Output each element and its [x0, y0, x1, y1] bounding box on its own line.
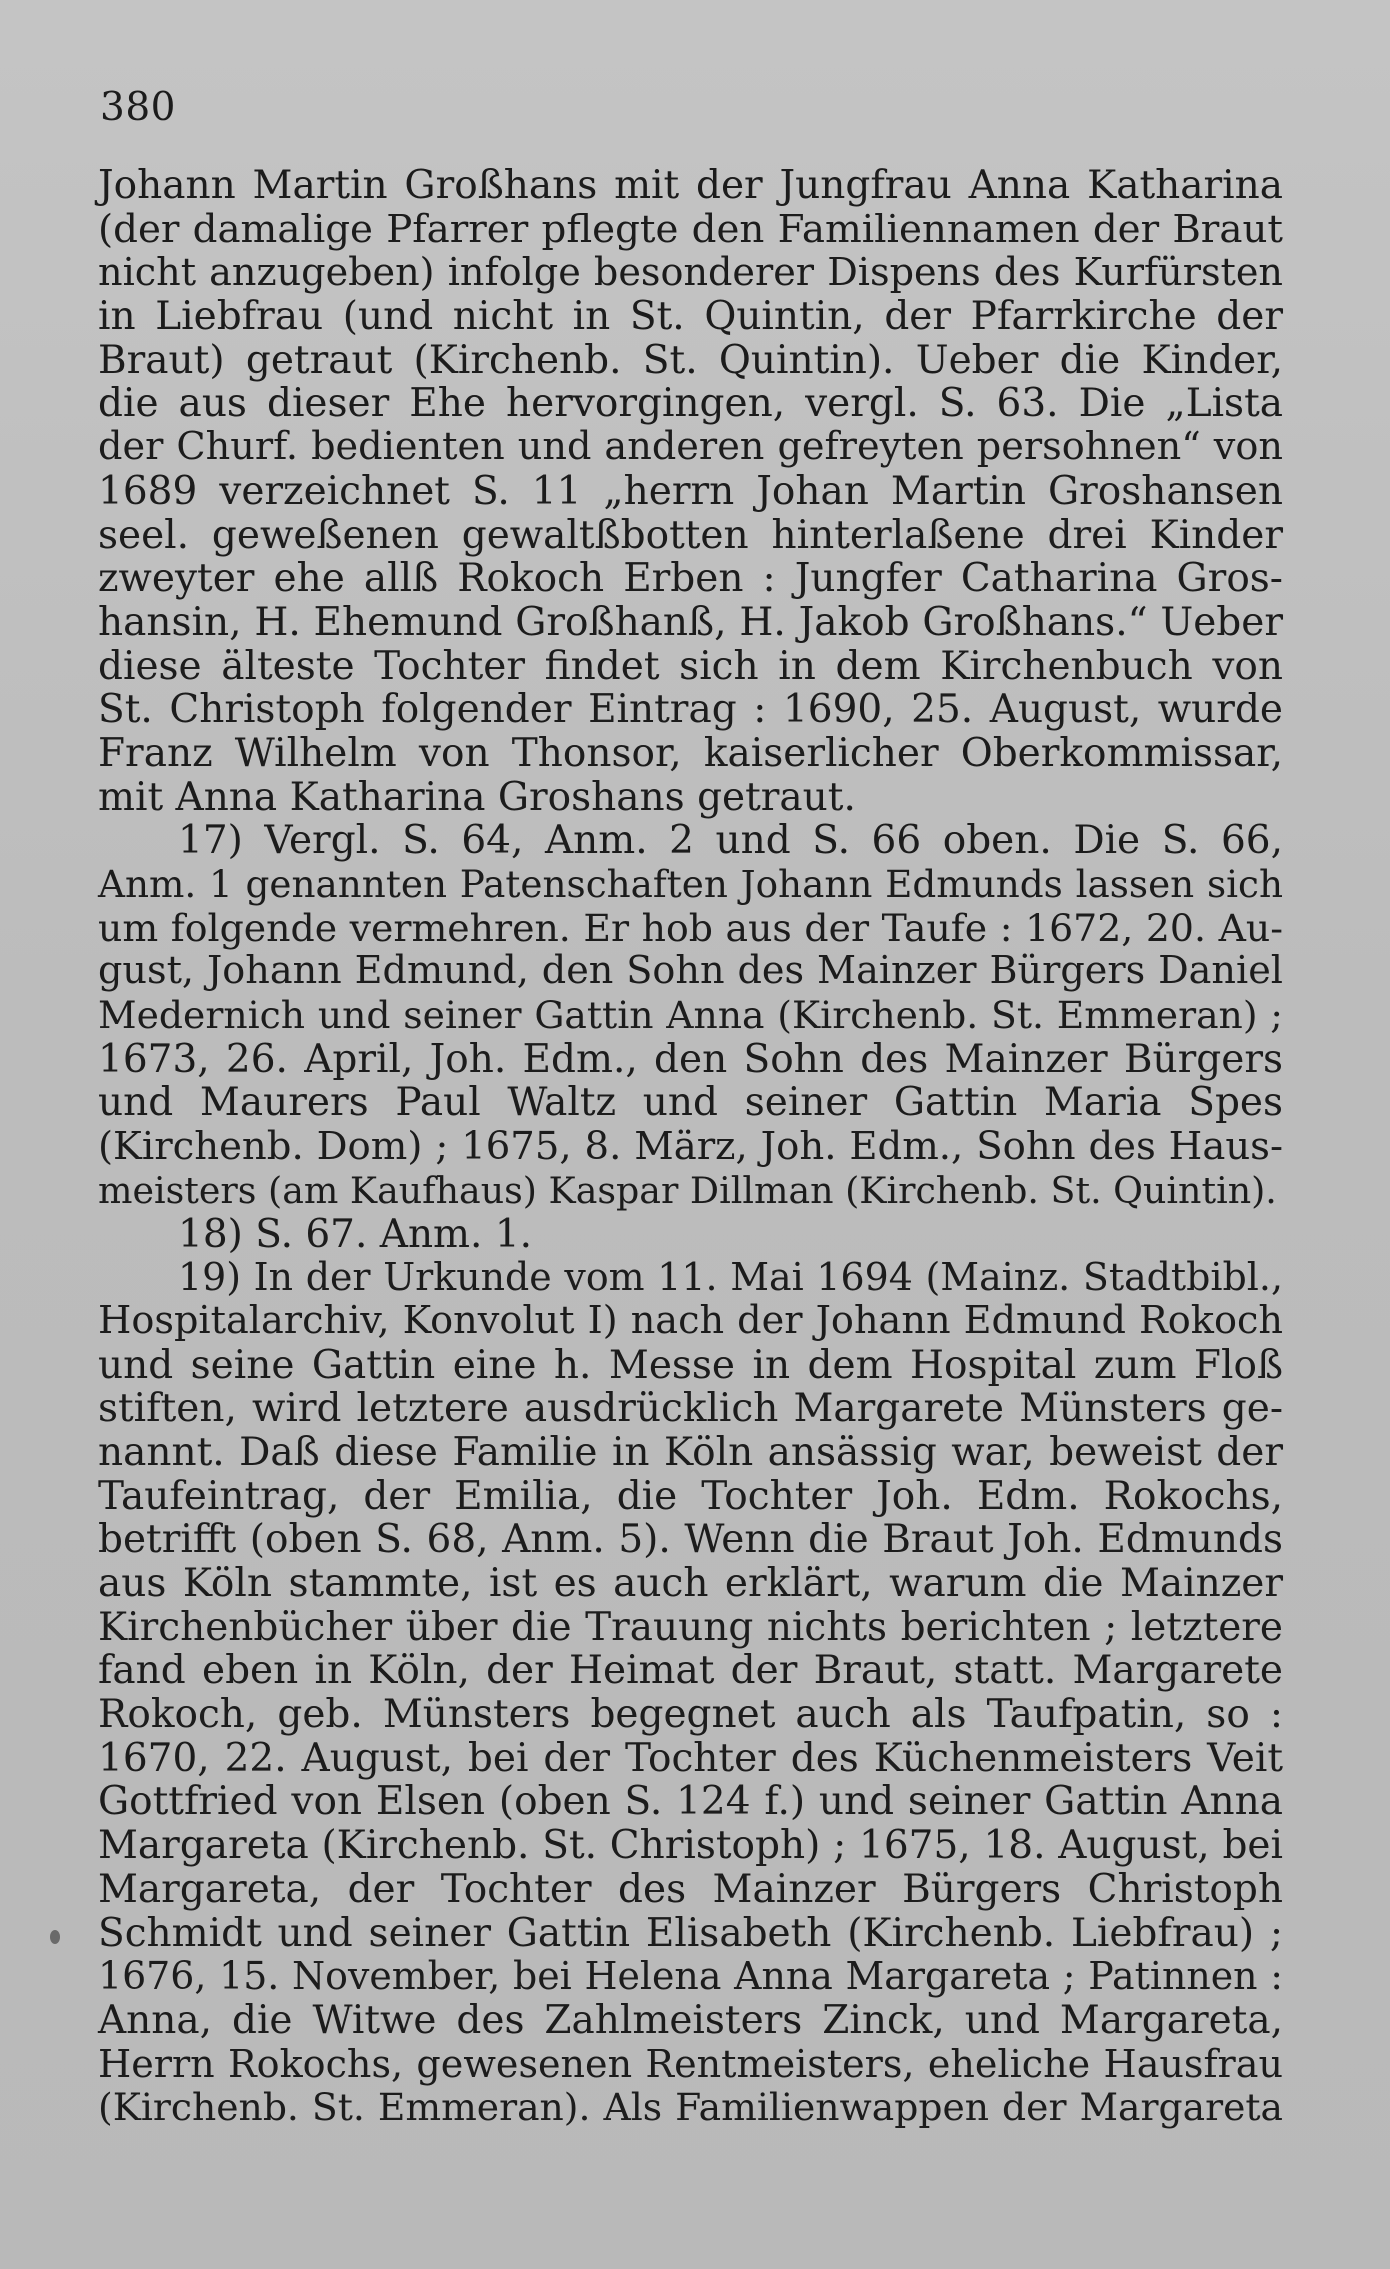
text-line: seel. geweßenen gewaltßbotten hinterlaßene drei Kinder — [98, 512, 1283, 558]
text-line: um folgende vermehren. Er hob aus der Taufe : 1672, 20. Au- — [98, 905, 1283, 950]
text-line: (Kirchenb. Dom) ; 1675, 8. März, Joh. Edm., Sohn des Haus- — [98, 1124, 1283, 1170]
body-text — [98, 164, 1283, 2130]
text-line: betrifft (oben S. 68, Anm. 5). Wenn die Braut Joh. Edmunds — [98, 1517, 1283, 1563]
text-line: 1670, 22. August, bei der Tochter des Küchenmeisters Veit — [98, 1735, 1283, 1781]
text-line: Margareta (Kirchenb. St. Christoph) ; 1675, 18. August, bei — [98, 1823, 1283, 1869]
ink-spot-mark — [50, 1930, 60, 1944]
text-line: in Liebfrau (und nicht in St. Quintin, der Pfarrkirche der — [98, 294, 1283, 340]
text-line: (der damalige Pfarrer pflegte den Familiennamen der Braut — [98, 206, 1283, 252]
text-line: Schmidt und seiner Gattin Elisabeth (Kirchenb. Liebfrau) ; — [98, 1910, 1283, 1956]
text-line: Gottfried von Elsen (oben S. 124 f.) und seiner Gattin Anna — [98, 1779, 1283, 1825]
text-line: 1673, 26. April, Joh. Edm., den Sohn des Mainzer Bürgers — [98, 1036, 1283, 1082]
text-line: St. Christoph folgender Eintrag : 1690, 25. August, wurde — [98, 687, 1283, 733]
text-line: diese älteste Tochter findet sich in dem Kirchenbuch von — [98, 643, 1283, 689]
text-line: nicht anzugeben) infolge besonderer Dispens des Kurfürsten — [98, 250, 1283, 295]
text-line: zweyter ehe allß Rokoch Erben : Jungfer Catharina Gros- — [98, 556, 1283, 602]
text-line: Anna, die Witwe des Zahlmeisters Zinck, und Margareta, — [98, 1997, 1283, 2043]
text-line: mit Anna Katharina Groshans getraut. — [98, 774, 856, 820]
text-line: (Kirchenb. St. Emmeran). Als Familienwappen der Margareta — [98, 2085, 1283, 2130]
text-line: Kirchenbücher über die Trauung nichts berichten ; letztere — [98, 1604, 1283, 1650]
text-line: gust, Johann Edmund, den Sohn des Mainzer Bürgers Daniel — [98, 949, 1283, 994]
text-line: Medernich und seiner Gattin Anna (Kirchenb. St. Emmeran) ; — [98, 993, 1283, 1038]
text-line: aus Köln stammte, ist es auch erklärt, warum die Mainzer — [98, 1561, 1283, 1606]
text-line: stiften, wird letztere ausdrücklich Margarete Münsters ge- — [98, 1386, 1283, 1432]
text-line: hansin, H. Ehemund Großhanß, H. Jakob Großhans.“ Ueber — [98, 599, 1283, 645]
text-line: der Churf. bedienten und anderen gefreyten persohnen“ von — [98, 425, 1283, 470]
text-line: 17) Vergl. S. 64, Anm. 2 und S. 66 oben. Die S. 66, — [178, 818, 1283, 864]
text-line: und seine Gattin eine h. Messe in dem Hospital zum Floß — [98, 1342, 1283, 1388]
text-line: 18) S. 67. Anm. 1. — [178, 1211, 533, 1257]
text-line: meisters (am Kaufhaus) Kaspar Dillman (Kirchenb. St. Quintin). — [98, 1168, 1277, 1212]
page-number: 380 — [100, 85, 176, 130]
text-line: Johann Martin Großhans mit der Jungfrau Anna Katharina — [98, 163, 1283, 208]
text-line: Braut) getraut (Kirchenb. St. Quintin). Ueber die Kinder, — [98, 337, 1283, 383]
text-line: Taufeintrag, der Emilia, die Tochter Joh. Edm. Rokochs, — [98, 1473, 1283, 1519]
text-line: fand eben in Köln, der Heimat der Braut, statt. Margarete — [98, 1648, 1283, 1694]
text-line: 19) In der Urkunde vom 11. Mai 1694 (Mainz. Stadtbibl., — [178, 1255, 1283, 1300]
text-line: und Maurers Paul Waltz und seiner Gattin Maria Spes — [98, 1080, 1283, 1126]
text-line: die aus dieser Ehe hervorgingen, vergl. S. 63. Die „Lista — [98, 381, 1283, 427]
text-line: 1689 verzeichnet S. 11 „herrn Johan Martin Groshansen — [98, 468, 1283, 514]
text-line: Margareta, der Tochter des Mainzer Bürgers Christoph — [98, 1866, 1283, 1912]
text-line: Franz Wilhelm von Thonsor, kaiserlicher Oberkommissar, — [98, 730, 1283, 776]
text-line: Rokoch, geb. Münsters begegnet auch als Taufpatin, so : — [98, 1692, 1283, 1738]
text-line: Hospitalarchiv, Konvolut I) nach der Johann Edmund Rokoch — [98, 1298, 1283, 1343]
text-line: 1676, 15. November, bei Helena Anna Margareta ; Patinnen : — [98, 1954, 1283, 1999]
text-line: Anm. 1 genannten Patenschaften Johann Edmunds lassen sich — [98, 862, 1283, 906]
text-line: Herrn Rokochs, gewesenen Rentmeisters, eheliche Hausfrau — [98, 2041, 1283, 2086]
text-line: nannt. Daß diese Familie in Köln ansässig war, beweist der — [98, 1429, 1283, 1475]
